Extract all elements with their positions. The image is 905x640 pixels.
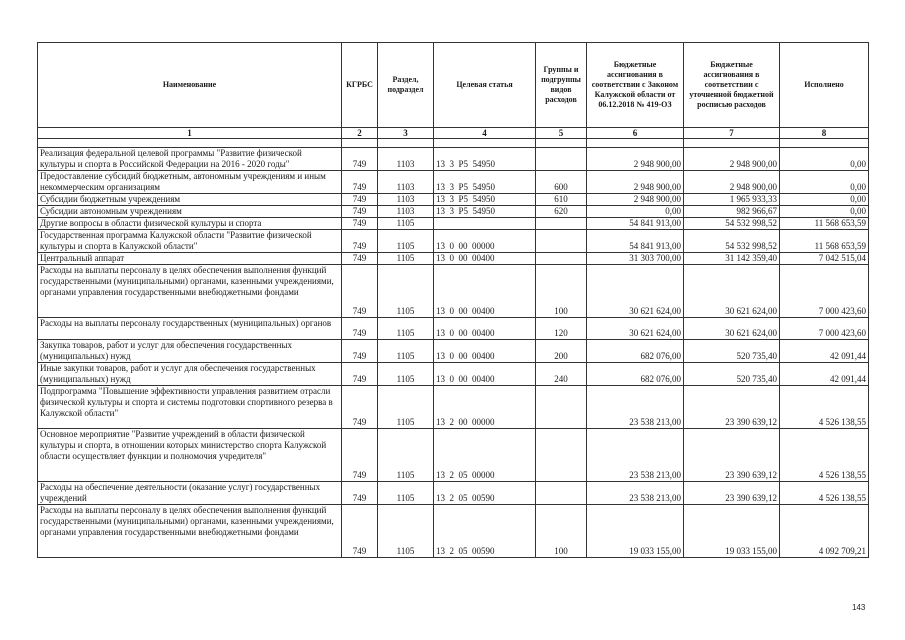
row-target: [434, 218, 536, 230]
row-target: 13 0 00 00400: [434, 340, 536, 363]
table-row: [38, 230, 869, 253]
row-assigned-refined: 23 390 639,12: [684, 482, 780, 505]
row-section: 1103: [378, 148, 434, 171]
row-section: 1105: [378, 218, 434, 230]
row-section: 1103: [378, 171, 434, 194]
row-assigned-refined: 2 948 900,00: [684, 171, 780, 194]
row-executed: 11 568 653,59: [780, 218, 869, 230]
row-target: 13 3 P5 54950: [434, 206, 536, 218]
row-assigned-refined: 54 532 998,52: [684, 230, 780, 253]
row-executed: 0,00: [780, 206, 869, 218]
table-row: [38, 386, 869, 429]
header-row: [38, 43, 869, 128]
row-assigned-law: 682 076,00: [587, 340, 684, 363]
row-target: 13 2 00 00000: [434, 386, 536, 429]
row-group: [536, 148, 587, 171]
header-name: Наименование: [38, 43, 342, 128]
row-target: 13 0 00 00400: [434, 253, 536, 265]
table-row: [38, 482, 869, 505]
row-assigned-law: 0,00: [587, 206, 684, 218]
row-executed: 11 568 653,59: [780, 230, 869, 253]
table-row: [38, 218, 869, 230]
row-group: [536, 230, 587, 253]
row-name: Реализация федеральной целевой программы "Развитие физической культуры и спорта в Российской Федерации на 2016 - 2020 годы": [38, 148, 342, 171]
row-target: 13 2 05 00590: [434, 505, 536, 558]
page-number: 143: [852, 603, 866, 612]
table-row: [38, 206, 869, 218]
row-group: 240: [536, 363, 587, 386]
row-section: 1105: [378, 482, 434, 505]
row-target: 13 2 05 00000: [434, 429, 536, 482]
row-assigned-law: 31 303 700,00: [587, 253, 684, 265]
table-row: [38, 363, 869, 386]
column-number: 6: [587, 128, 684, 139]
table-row: [38, 318, 869, 340]
row-group: [536, 386, 587, 429]
header-assigned-refined: Бюджетные ассигнования в соответствии с уточненной бюджетной росписью расходов: [684, 43, 780, 128]
table-row: [38, 340, 869, 363]
row-kgrbs: 749: [342, 505, 378, 558]
row-assigned-law: 2 948 900,00: [587, 148, 684, 171]
column-number: 1: [38, 128, 342, 139]
row-kgrbs: 749: [342, 363, 378, 386]
row-kgrbs: 749: [342, 386, 378, 429]
table-row: [38, 253, 869, 265]
row-assigned-law: 682 076,00: [587, 363, 684, 386]
row-name: Основное мероприятие "Развитие учреждений в области физической культуры и спорта, в отношении которых министерство спорта Калужской области осуществляет функции и полномочия учредителя": [38, 429, 342, 482]
row-assigned-refined: 1 965 933,33: [684, 194, 780, 206]
table-row: [38, 148, 869, 171]
row-group: [536, 482, 587, 505]
row-kgrbs: 749: [342, 194, 378, 206]
table-row: [38, 265, 869, 318]
row-assigned-refined: 54 532 998,52: [684, 218, 780, 230]
row-name: Расходы на выплаты персоналу в целях обеспечения выполнения функций государственными (муниципальными) органами, казенными учреждениями, органами управления государственными внебюджетными фондами: [38, 505, 342, 558]
row-section: 1105: [378, 230, 434, 253]
row-assigned-refined: 30 621 624,00: [684, 265, 780, 318]
row-section: 1105: [378, 340, 434, 363]
row-name: Расходы на выплаты персоналу государственных (муниципальных) органов: [38, 318, 342, 340]
row-assigned-law: 2 948 900,00: [587, 171, 684, 194]
table-row: [38, 171, 869, 194]
row-target: 13 3 P5 54950: [434, 171, 536, 194]
row-kgrbs: 749: [342, 148, 378, 171]
row-executed: 7 000 423,60: [780, 318, 869, 340]
row-group: 600: [536, 171, 587, 194]
row-executed: 0,00: [780, 194, 869, 206]
row-target: 13 3 P5 54950: [434, 194, 536, 206]
header-groups: Группы и подгруппы видов расходов: [536, 43, 587, 128]
row-executed: 0,00: [780, 171, 869, 194]
row-target: 13 0 00 00400: [434, 265, 536, 318]
row-name: Иные закупки товаров, работ и услуг для обеспечения государственных (муниципальных) нужд: [38, 363, 342, 386]
row-assigned-law: 30 621 624,00: [587, 318, 684, 340]
row-assigned-refined: 23 390 639,12: [684, 429, 780, 482]
row-target: 13 3 P5 54950: [434, 148, 536, 171]
row-kgrbs: 749: [342, 265, 378, 318]
row-assigned-law: 23 538 213,00: [587, 429, 684, 482]
row-kgrbs: 749: [342, 218, 378, 230]
row-section: 1105: [378, 253, 434, 265]
row-group: 620: [536, 206, 587, 218]
table-row: [38, 429, 869, 482]
row-name: Другие вопросы в области физической культуры и спорта: [38, 218, 342, 230]
row-assigned-law: 23 538 213,00: [587, 482, 684, 505]
row-group: 100: [536, 265, 587, 318]
column-number: 3: [378, 128, 434, 139]
row-assigned-refined: 520 735,40: [684, 340, 780, 363]
row-executed: 0,00: [780, 148, 869, 171]
row-kgrbs: 749: [342, 318, 378, 340]
row-section: 1105: [378, 429, 434, 482]
row-assigned-refined: 30 621 624,00: [684, 318, 780, 340]
row-name: Государственная программа Калужской области "Развитие физической культуры и спорта в Калужской области": [38, 230, 342, 253]
row-assigned-refined: 2 948 900,00: [684, 148, 780, 171]
row-assigned-refined: 982 966,67: [684, 206, 780, 218]
row-assigned-refined: 23 390 639,12: [684, 386, 780, 429]
column-number-row: [38, 128, 869, 139]
row-assigned-law: 30 621 624,00: [587, 265, 684, 318]
column-number: 7: [684, 128, 780, 139]
row-executed: 42 091,44: [780, 363, 869, 386]
row-group: [536, 218, 587, 230]
table-row: [38, 505, 869, 558]
row-executed: 4 526 138,55: [780, 386, 869, 429]
budget-table: [37, 42, 869, 558]
row-kgrbs: 749: [342, 171, 378, 194]
row-assigned-refined: 31 142 359,40: [684, 253, 780, 265]
row-group: 610: [536, 194, 587, 206]
row-target: 13 0 00 00000: [434, 230, 536, 253]
header-assigned-law: Бюджетные ассигнования в соответствии с Законом Калужской области от 06.12.2018 № 419-ОЗ: [587, 43, 684, 128]
row-executed: 7 000 423,60: [780, 265, 869, 318]
row-name: Центральный аппарат: [38, 253, 342, 265]
row-section: 1103: [378, 194, 434, 206]
row-assigned-law: 2 948 900,00: [587, 194, 684, 206]
row-assigned-refined: 19 033 155,00: [684, 505, 780, 558]
row-executed: 42 091,44: [780, 340, 869, 363]
column-number: 4: [434, 128, 536, 139]
row-kgrbs: 749: [342, 230, 378, 253]
row-group: 100: [536, 505, 587, 558]
row-section: 1105: [378, 363, 434, 386]
row-target: 13 0 00 00400: [434, 363, 536, 386]
row-name: Субсидии автономным учреждениям: [38, 206, 342, 218]
row-assigned-law: 54 841 913,00: [587, 218, 684, 230]
row-kgrbs: 749: [342, 253, 378, 265]
row-name: Подпрограмма "Повышение эффективности управления развитием отрасли физической культуры и спорта и системы подготовки спортивного резерва в Калужской области": [38, 386, 342, 429]
row-section: 1105: [378, 265, 434, 318]
row-group: 200: [536, 340, 587, 363]
row-section: 1103: [378, 206, 434, 218]
row-executed: 7 042 515,04: [780, 253, 869, 265]
row-kgrbs: 749: [342, 340, 378, 363]
row-name: Закупка товаров, работ и услуг для обеспечения государственных (муниципальных) нужд: [38, 340, 342, 363]
row-section: 1105: [378, 505, 434, 558]
row-name: Субсидии бюджетным учреждениям: [38, 194, 342, 206]
header-executed: Исполнено: [780, 43, 869, 128]
row-kgrbs: 749: [342, 206, 378, 218]
row-name: Расходы на выплаты персоналу в целях обеспечения выполнения функций государственными (муниципальными) органами, казенными учреждениями, органами управления государственными внебюджетными фондами: [38, 265, 342, 318]
row-executed: 4 526 138,55: [780, 482, 869, 505]
row-name: Расходы на обеспечение деятельности (оказание услуг) государственных учреждений: [38, 482, 342, 505]
row-group: [536, 253, 587, 265]
row-group: [536, 429, 587, 482]
spacer-row: [38, 139, 869, 148]
row-section: 1105: [378, 318, 434, 340]
row-kgrbs: 749: [342, 429, 378, 482]
header-kgrbs: КГРБС: [342, 43, 378, 128]
column-number: 5: [536, 128, 587, 139]
row-target: 13 2 05 00590: [434, 482, 536, 505]
row-executed: 4 092 709,21: [780, 505, 869, 558]
table-row: [38, 194, 869, 206]
row-assigned-law: 54 841 913,00: [587, 230, 684, 253]
row-section: 1105: [378, 386, 434, 429]
row-executed: 4 526 138,55: [780, 429, 869, 482]
row-assigned-refined: 520 735,40: [684, 363, 780, 386]
header-section: Раздел, подраздел: [378, 43, 434, 128]
header-target: Целевая статья: [434, 43, 536, 128]
row-name: Предоставление субсидий бюджетным, автономным учреждениям и иным некоммерческим организациям: [38, 171, 342, 194]
column-number: 8: [780, 128, 869, 139]
row-kgrbs: 749: [342, 482, 378, 505]
row-target: 13 0 00 00400: [434, 318, 536, 340]
row-assigned-law: 23 538 213,00: [587, 386, 684, 429]
column-number: 2: [342, 128, 378, 139]
row-assigned-law: 19 033 155,00: [587, 505, 684, 558]
row-group: 120: [536, 318, 587, 340]
